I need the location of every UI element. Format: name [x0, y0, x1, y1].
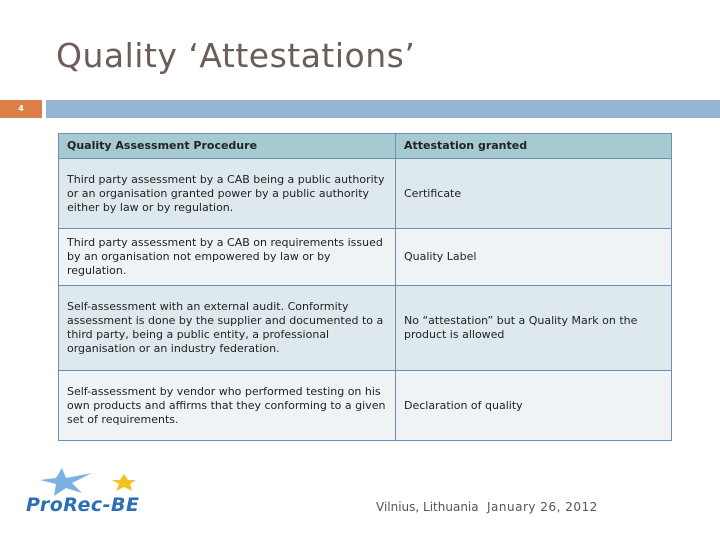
logo-text: ProRec-BE [26, 494, 140, 516]
slide-number: 4 [0, 100, 42, 118]
attestation-table [58, 133, 672, 441]
title-divider-bar [46, 100, 720, 118]
attestation-cell: No “attestation” but a Quality Mark on the product is allowed [396, 286, 672, 371]
procedure-cell: Self-assessment by vendor who performed testing on his own products and affirms that they conforming to a given set of requirements. [59, 371, 396, 441]
footer-date: January 26, 2012 [487, 500, 598, 514]
table-row [59, 229, 672, 286]
footer-location: Vilnius, Lithuania [376, 500, 479, 514]
yellow-star-icon [112, 474, 136, 491]
attestation-cell: Quality Label [396, 229, 672, 286]
table-row [59, 371, 672, 441]
table-row [59, 286, 672, 371]
column-header-procedure: Quality Assessment Procedure [59, 134, 396, 159]
attestation-cell: Declaration of quality [396, 371, 672, 441]
column-header-attestation: Attestation granted [396, 134, 672, 159]
procedure-cell: Third party assessment by a CAB on requirements issued by an organisation not empowered by law or by regulation. [59, 229, 396, 286]
procedure-cell: Third party assessment by a CAB being a public authority or an organisation granted power by a public authority either by law or by regulation. [59, 159, 396, 229]
logo-stars-icon [24, 466, 154, 496]
table-row [59, 159, 672, 229]
prorec-logo [24, 466, 154, 518]
blue-star-icon [40, 468, 92, 496]
table-header-row [59, 134, 672, 159]
attestation-cell: Certificate [396, 159, 672, 229]
slide-title: Quality ‘Attestations’ [56, 36, 416, 75]
procedure-cell: Self-assessment with an external audit. Conformity assessment is done by the supplier and documented to a third party, being a public entity, a professional organisation or an industry federation. [59, 286, 396, 371]
